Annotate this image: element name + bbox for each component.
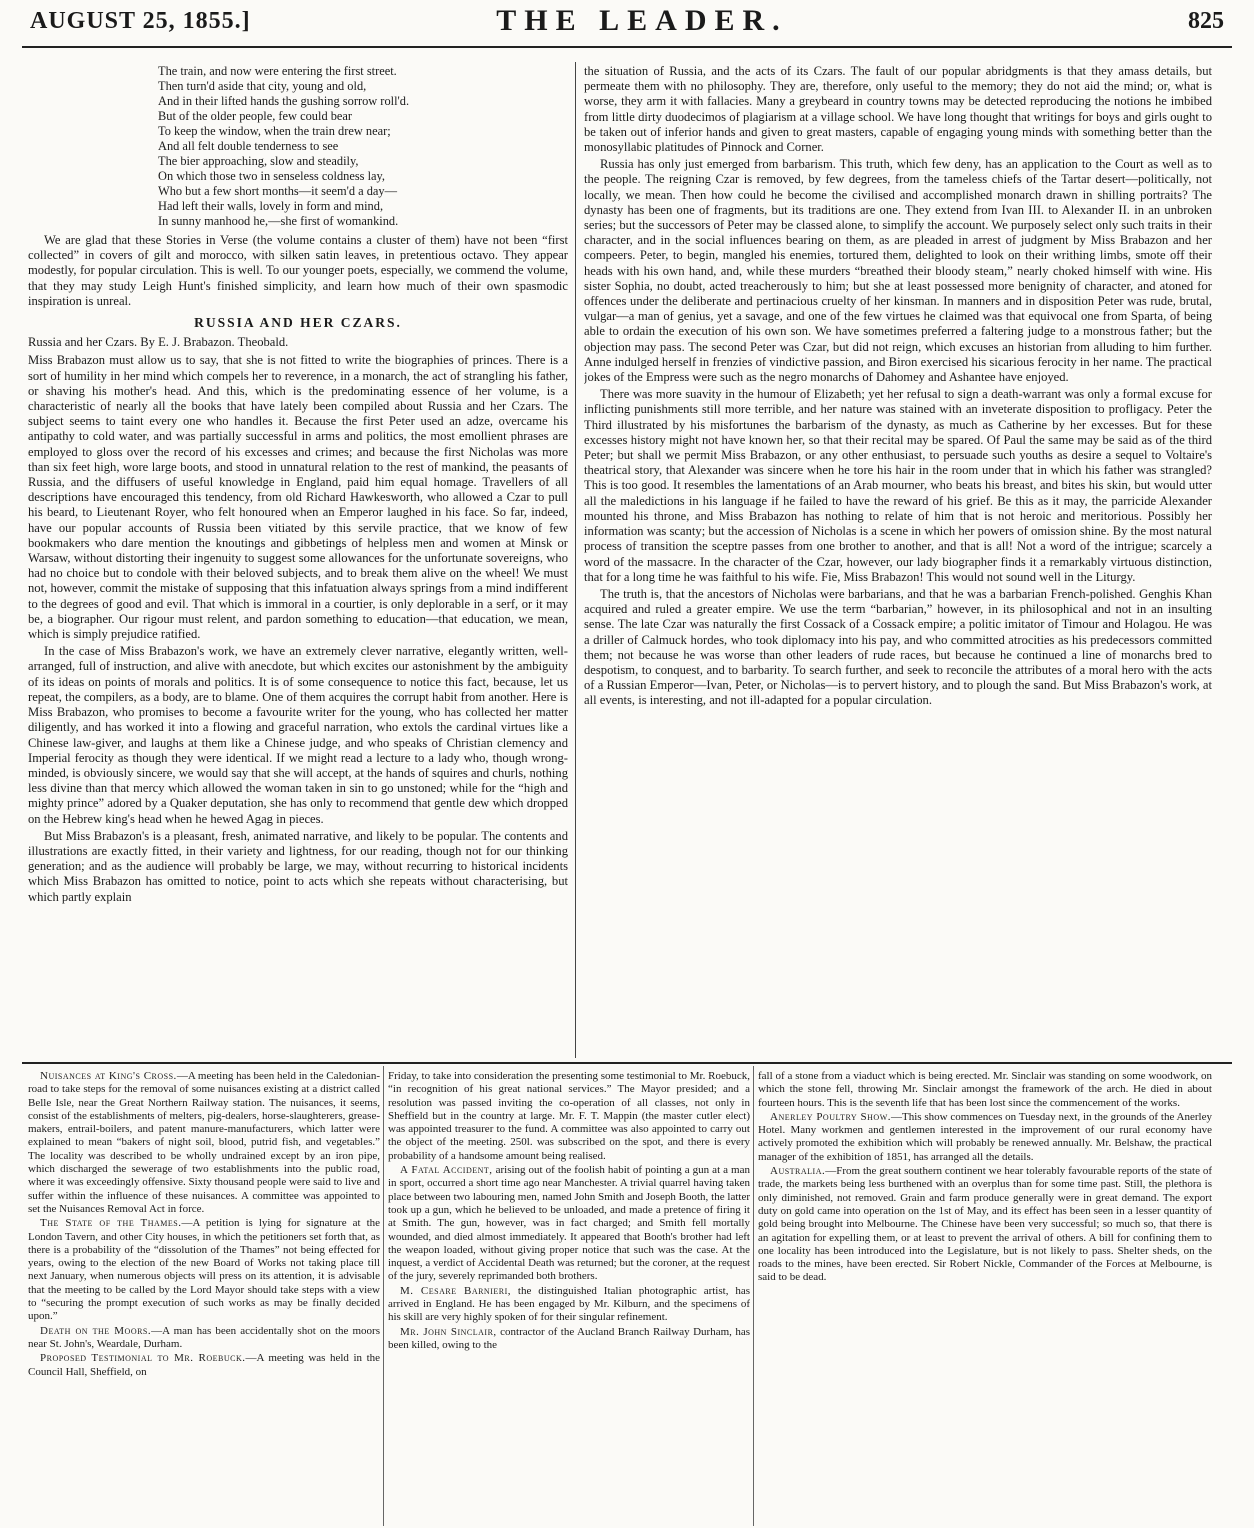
news-divider (753, 1066, 754, 1526)
news-headline: Australia. (770, 1165, 826, 1178)
article-paragraph: In the case of Miss Brabazon's work, we have an extremely clever narrative, elegantly written, well-arranged, full of instruction, and alive with anecdote, but which excites our astonishment by the ambiguity of its ideas on points of morals and politics. It is of some consequence to notice this fact, because, let us repeat, the compilers, as a body, are to blame. One of them acquires the corrupt habit from another. Here is Miss Brabazon, who promises to become a favourite writer for the young, who has collected her matter diligently, and has worked it into a flowing and graceful narration, who extols the cardinal virtues like a Chinese law-giver, and laughs at them like a Chinese judge, and who speaks of Christian clemency and Imperial ferocity as though they were identical. If we might read a lecture to a lady who, though wrong-minded, is obviously sincere, we would say that she will accept, at the hands of squires and churls, nothing less divine than that mercy which allowed the woman taken in sin to go unstoned; while for the “high and mighty prince” adored by a Quaker deputation, she has only to recommend that gentle dew which dropped on the Hebrew king's head when he hewed Agag in pieces. (28, 644, 568, 826)
news-body: arising out of the foolish habit of pointing a gun at a man in sport, occurred a short time ago near Manchester. A trivial quarrel having taken place between two labouring men, named John Smith and Joseph Booth, the latter took up a gun, which he believed to be unloaded, and made a pretence of firing it at Smith. The gun, however, was in fact charged; and Smith fell mortally wounded, and died almost immediately. It appeared that Booth's brother had left the weapon loaded, without giving proper notice that such was the case. At the inquest, a verdict of Accidental Death was returned; but the coroner, at the request of the jury, severely reprimanded both brothers. (388, 1164, 750, 1283)
poem-line: On which those two in senseless coldness lay, (158, 169, 386, 183)
news-body: —From the great southern continent we hear tolerably favourable reports of the state of trade, the markets being less burthened with an overplus than for some time past. Still, the plethora is only diminished, not removed. Grain and farm produce generally were in great demand. The export duty on gold came into operation on the 1st of May, and its effect has been seen in a lesser quantity of gold being brought into Melbourne. The Chinese have been very successful; so much so, that there is an agitation for expelling them, or at least to prevent the arrival of others. A bill for confining them to one locality has been introduced into the Legislature, but is not likely to pass. Shelter sheds, on the roads to the mines, have been erected. Sir Robert Nickle, Commander of the Forces at Melbourne, is said to be dead. (758, 1165, 1212, 1284)
news-body: —A meeting was held in the Council Hall, Sheffield, on (28, 1352, 380, 1378)
article-paragraph: the situation of Russia, and the acts of its Czars. The fault of our popular abridgments is that they amass details, but permeate them with no philosophy. They are, therefore, only useful to the memory; they do not aid the mind; or, what is worse, they arm it with fallacies. Many a greybeard in country towns may be detected reproducing the notions he imbibed from little dirty duodecimos of plagiarism at a village school. We have long thought that writings for boys and girls ought to be taken out of inferior hands and given to great masters, capable of engaging young minds with something better than the monosyllabic platitudes of Pinnock and Corner. (584, 64, 1212, 155)
news-body: —This show commences on Tuesday next, in the grounds of the Anerley Hotel. Many workmen and gentlemen interested in the improvement of our rural economy have actively promoted the exhibition which will probably be renewed annually. Mr. Belshaw, the practical manager of the exhibition of 1851, has arranged all the details. (758, 1110, 1212, 1163)
news-headline: The State of the Thames. (40, 1217, 182, 1230)
news-item (758, 1111, 1212, 1164)
poem-line: And in their lifted hands the gushing sorrow roll'd. (158, 94, 410, 108)
poem-line: And all felt double tenderness to see (158, 139, 339, 153)
poetry-review-paragraph: We are glad that these Stories in Verse (the volume contains a cluster of them) have not been “first collected” in covers of gilt and morocco, with silken satin leaves, in pretentious octavo. They appear modestly, for popular circulation. This is well. To our younger poets, especially, we commend the volume, that they may study Leigh Hunt's finished simplicity, and learn how much of their own spasmodic inspiration is unreal. (28, 233, 568, 308)
poem-line: Had left their walls, lovely in form and mind, (158, 199, 384, 213)
left-column (28, 64, 568, 1058)
news-body: contractor of the Aucland Branch Railway Durham, has been killed, owing to the (388, 1325, 750, 1351)
news-item (758, 1070, 1212, 1110)
news-item (28, 1352, 380, 1379)
news-headline: Proposed Testimonial to Mr. Roebuck. (40, 1352, 246, 1365)
page-number: 825 (1188, 8, 1224, 34)
news-body: the distinguished Italian photographic artist, has arrived in England. He has been engaged by Mr. Kilburn, and the specimens of his skill are very highly spoken of for their singular refinement. (388, 1284, 750, 1324)
poem-line: To keep the window, when the train drew near; (158, 124, 391, 138)
poem-excerpt (158, 64, 568, 229)
news-item (388, 1070, 750, 1163)
news-column-2 (388, 1070, 750, 1525)
news-body: —A man has been accidentally shot on the moors near St. John's, Weardale, Durham. (28, 1324, 380, 1350)
right-column (584, 64, 1212, 1058)
news-divider (383, 1066, 384, 1526)
news-body: Friday, to take into consideration the presenting some testimonial to Mr. Roebuck, “in recognition of his great national services.” The Mayor presided; and a resolution was passed inviting the co-operation of all classes, not only in Sheffield but in the country at large. Mr. F. T. Mappin (the master cutler elect) was appointed treasurer to the fund. A committee was also appointed to carry out the object of the meeting. 250l. was subscribed on the spot, and there is every probability of a handsome amount being realised. (388, 1070, 750, 1162)
news-item (758, 1165, 1212, 1285)
news-item (28, 1325, 380, 1352)
poem-line: In sunny manhood he,—she first of womankind. (158, 214, 399, 228)
news-headline: M. Cesare Barnieri, (400, 1284, 512, 1297)
poem-line: But of the older people, few could bear (158, 109, 353, 123)
article-paragraph: Miss Brabazon must allow us to say, that she is not fitted to write the biographies of princes. There is a sort of humility in her mind which compels her to reverence, in a monarch, the act of strangling his father, or shaving his mother's head. And this, which is the predominating essence of her volume, is a characteristic of nearly all the books that have lately been compiled about Russia and her Czars. The subject seems to taint every one who handles it. Because the first Peter used an adze, overcame his antipathy to cold water, and was partially successful in arms and politics, the most emollient phrases are employed to gloss over the record of his excesses and crimes; and because the first Nicholas was more than six feet high, wore large boots, and stood in unnatural relation to the rest of mankind, the peasants of Russia, and the diffusers of useful knowledge in England, paid him equal homage. Travellers of all descriptions have encouraged this tendency, from old Richard Hawkesworth, who allowed a Czar to pull his beard, to Lieutenant Royer, who felt honoured when an Emperor laughed in his face. So far, indeed, have our popular accounts of Russia been vitiated by this servile practice, that we know of few bookmakers who dare mention the knoutings and gibbetings of helpless men and women at Minsk or Warsaw, without distorting their ingenuity to suggest some allowances for the unfortunate sovereigns, who had no choice but to condole with their beloved subjects, and to break them alive on the wheel! We must not, however, commit the mistake of supposing that this infatuation always springs from a mind indifferent to the degrees of good and evil. That which is immoral in a courtier, is only deplorable in a serf, or it may be, a biographer. Our rigour must relent, and pardon something to education—that education, we mean, which is simply prejudice ratified. (28, 353, 568, 642)
article-paragraph: The truth is, that the ancestors of Nicholas were barbarians, and that he was a barbarian French-polished. Genghis Khan acquired and ruled a greater empire. We use the term “barbarian,” however, in its philosophical and not in an insulting sense. The late Czar was naturally the first Cossack of a Cossack empire; a politic imitator of Timour and Holagou. He was a driller of Calmuck hordes, who took diplomacy into his pay, and who committed atrocities as his predecessors committed them; not because he was worse than other leaders of rude races, but because he continued a line of monarchs bred to despotism, to conquest, and to barbarity. To search further, and seek to reconcile the attributes of a moral hero with the acts of a Russian Emperor—Ivan, Peter, or Nicholas—is to pervert history, and to plough the sand. But Miss Brabazon's work, at all events, is interesting, and not ill-adapted for a popular circulation. (584, 586, 1212, 708)
news-body: —A meeting has been held in the Caledonian-road to take steps for the removal of some nuisances existing at a district called Belle Isle, near the Great Northern Railway station. The nuisances, it seems, consist of the establishments of melters, pig-dealers, horse-slaughterers, grease-makers, entrail-boilers, and patent manure-manufacturers, which latter were explained to mean “bakers of night soil, blood, putrid fish, and vegetables.” The locality was described to be wholly undrained except by an iron pipe, which discharged the sewerage of two establishments into the public road, where it was exceedingly offensive. Sixty thousand people were said to live and suffer within the influence of these nuisances. A committee was appointed to set the Nuisances Removal Act in force. (28, 1070, 380, 1215)
header-rule (22, 46, 1232, 48)
news-column-1 (28, 1070, 380, 1525)
news-headline: Nuisances at King's Cross. (40, 1070, 177, 1082)
poem-line: The bier approaching, slow and steadily, (158, 154, 359, 168)
newspaper-title: THE LEADER. (496, 4, 788, 37)
news-body: —A petition is lying for signature at the London Tavern, and other City houses, in which the petitioners set forth that, as there is a probability of the “dissolution of the Thames” not being effected for years, owing to the election of the new Board of Works not taking place till next January, when numerous objects will press on its attention, it is advisable that the meeting to be called by the Lord Mayor should take steps with a view to “securing the prompt execution of such works as may be finally decided upon.” (28, 1217, 380, 1323)
poem-line: The train, and now were entering the first street. (158, 64, 397, 78)
news-item (28, 1070, 380, 1216)
section-rule (22, 1062, 1232, 1064)
article-paragraph: But Miss Brabazon's is a pleasant, fresh, animated narrative, and likely to be popular. The contents and illustrations are exactly fitted, in their variety and lightness, for our reading, though not for our thinking generation; and as the audience will probably be large, we may, without recurring to historical incidents which Miss Brabazon has omitted to notice, point to acts which she repeats without characterising, but which partly explain (28, 828, 568, 904)
news-headline: A Fatal Accident, (400, 1164, 493, 1177)
news-headline: Mr. John Sinclair, (400, 1325, 497, 1338)
news-body: fall of a stone from a viaduct which is being erected. Mr. Sinclair was standing on some woodwork, on which the stone fell, throwing Mr. Sinclair amongst the framework of the arch. He died in about fourteen hours. This is the seventh life that has been lost since the commencement of the works. (758, 1070, 1212, 1109)
news-item (388, 1164, 750, 1284)
news-item (28, 1217, 380, 1323)
poem-line: Then turn'd aside that city, young and old, (158, 79, 367, 93)
section-title: RUSSIA AND HER CZARS. (194, 315, 402, 331)
news-headline: Death on the Moors. (40, 1324, 152, 1337)
news-item (388, 1285, 750, 1325)
news-column-3 (758, 1070, 1212, 1525)
article-paragraph: There was more suavity in the humour of Elizabeth; yet her refusal to sign a death-warrant was only a formal excuse for inflicting punishments still more terrible, and her nature was stained with an inveterate disposition to profligacy. Peter the Third illustrated by his misfortunes the barbarism of the dynasty, as much as Catherine by her excesses. But for these excesses history might not have known her, so that their recital may be spared. Of Paul the same may be said as of the third Peter; but shall we permit Miss Brabazon, or any other enthusiast, to persuade such youths as desire a sequel to Voltaire's theatrical story, that Alexander was sincere when he tore his hair in the room under that in which his father was strangled? This is too good. It resembles the lamentations of an Arab mourner, who beats his breast, and bites his skin, but would utter all the maledictions in his language if he failed to have the reward of his grief. Be this as it may, the parricide Alexander mounted his throne, and Miss Brabazon has nothing to relate of him that is not heroic and meritorious. Possibly her information was scanty; but the accession of Nicholas is a scene in which her powers of omission shine. By the most natural process of transition the sceptre passes from one brother to another, and that is all! Not a word of the intrigue; scarcely a word of the massacre. In the character of the Czar, however, our lady biographer finds it a remarkably virtuous distinction, that for a long time he was faithful to his wife. Fie, Miss Brabazon! This would not sound well in the Liturgy. (584, 387, 1212, 584)
masthead (22, 6, 1234, 36)
book-byline: Russia and her Czars. By E. J. Brabazon. Theobald. (28, 335, 289, 350)
news-headline: Anerley Poultry Show. (770, 1110, 891, 1123)
issue-date: AUGUST 25, 1855.] (30, 8, 251, 34)
poem-line: Who but a few short months—it seem'd a day— (158, 184, 397, 198)
news-item (388, 1326, 750, 1353)
column-divider (575, 62, 576, 1058)
article-paragraph: Russia has only just emerged from barbarism. This truth, which few deny, has an application to the Court as well as to the people. The reigning Czar is removed, by few degrees, from the tameless chiefs of the Tartar desert—politically, not locally, we mean. Then how could he become the civilised and accomplished monarch drawn in shilling portraits? The dynasty has been one of fragments, but its traditions are one. They extend from Ivan III. to Alexander II. in an unbroken series; but the successors of Peter may be classed alone, to simplify the account. We purposely select only such traits in their character, and in the social influences bearing on them, as are pleaded in arrest of judgment by Miss Brabazon and her compeers. Peter, to begin, mangled his enemies, tortured them, delighted to look on their writhing limbs, smote off their heads with his own hand, and, while these murders “breathed their bloody steam,” nearly choked himself with wine. His sister Sophia, no doubt, acted treacherously to him; but she at least possessed more benignity of character, and atoned for offences under the deliberate and pertinacious cruelty of her kinsman. In manners and in disposition Peter was rude, brutal, vulgar—a man of genius, yet a savage, and one of the few virtues he claimed was that equivocal one from Sparta, of being able to ordain the execution of his own son. We have sometimes preferred a faltering judge to a monstrous father; but the objection may pass. The second Peter was Czar, but did not reign, which excuses an historian from alluding to him further. Anne indulged herself in frenzies of vindictive passion, and Biron exercised his sicarious ferocity in her name. The practical jokes of the Empress were such as the negro monarchs of Dahomey and Ashantee have enjoyed. (584, 157, 1212, 385)
